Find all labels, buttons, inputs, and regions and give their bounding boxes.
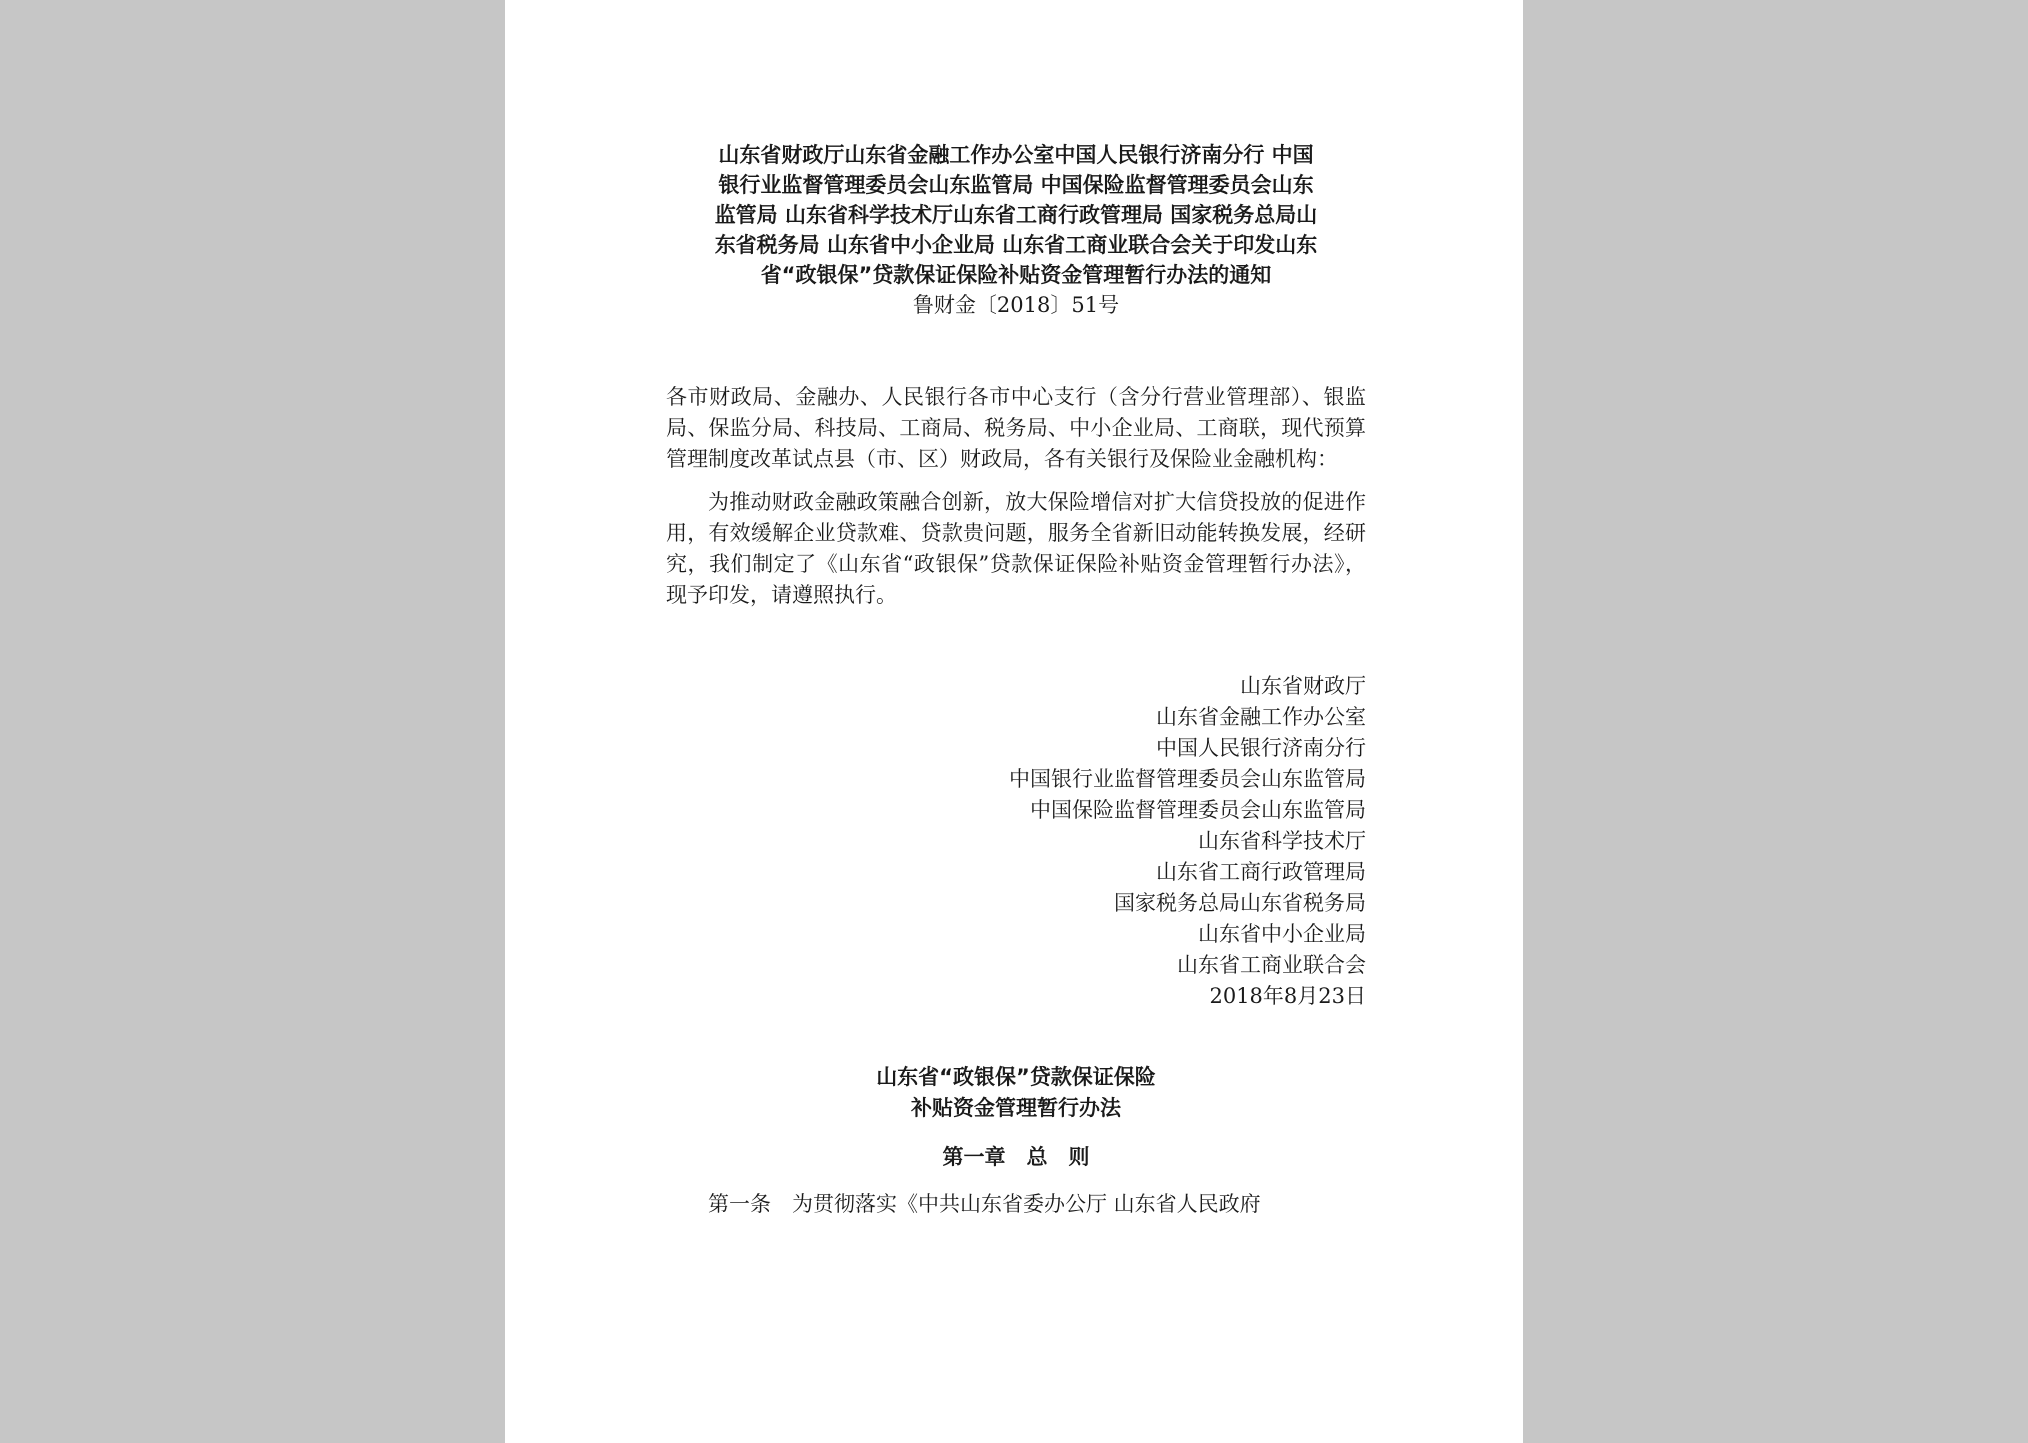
signature-line: 中国人民银行济南分行 bbox=[1156, 736, 1366, 760]
document-number: 鲁财金〔2018〕51号 bbox=[912, 293, 1120, 317]
document-title bbox=[666, 140, 1366, 290]
signature-line: 山东省工商行政管理局 bbox=[1156, 860, 1366, 884]
addressee-paragraph: 各市财政局、金融办、人民银行各市中心支行（含分行营业管理部）、银监局、保监分局、科技局、工商局、税务局、中小企业局、工商联，现代预算管理制度改革试点县（市、区）财政局，各有关银行及保险业金融机构： bbox=[666, 385, 1366, 471]
regulation-title bbox=[666, 1062, 1366, 1124]
signature-date: 2018年8月23日 bbox=[1209, 984, 1366, 1008]
signature-line: 中国保险监督管理委员会山东监管局 bbox=[1030, 798, 1366, 822]
signature-line: 山东省中小企业局 bbox=[1198, 922, 1366, 946]
signature-line: 山东省科学技术厅 bbox=[1198, 829, 1366, 853]
title-line: 山东省财政厅山东省金融工作办公室中国人民银行济南分行 中国 bbox=[718, 143, 1314, 167]
regulation-title-line: 山东省“政银保”贷款保证保险 bbox=[876, 1065, 1156, 1089]
signature-line: 山东省财政厅 bbox=[1240, 674, 1366, 698]
title-line: 银行业监督管理委员会山东监管局 中国保险监督管理委员会山东 bbox=[718, 173, 1314, 197]
title-line: 省“政银保”贷款保证保险补贴资金管理暂行办法的通知 bbox=[760, 263, 1272, 287]
body-paragraph: 为推动财政金融政策融合创新，放大保险增信对扩大信贷投放的促进作用，有效缓解企业贷款难、贷款贵问题，服务全省新旧动能转换发展，经研究，我们制定了《山东省“政银保”贷款保证保险补贴资金管理暂行办法》，现予印发，请遵照执行。 bbox=[666, 490, 1366, 607]
signature-line: 山东省工商业联合会 bbox=[1177, 953, 1366, 977]
title-line: 东省税务局 山东省中小企业局 山东省工商业联合会关于印发山东 bbox=[714, 233, 1318, 257]
chapter-heading: 第一章 总 则 bbox=[942, 1145, 1090, 1169]
signature-line: 山东省金融工作办公室 bbox=[1156, 705, 1366, 729]
article-1: 第一条 为贯彻落实《中共山东省委办公厅 山东省人民政府 bbox=[708, 1192, 1261, 1216]
title-line: 监管局 山东省科学技术厅山东省工商行政管理局 国家税务总局山 bbox=[714, 203, 1318, 227]
signature-line: 中国银行业监督管理委员会山东监管局 bbox=[1009, 767, 1366, 791]
document-content bbox=[666, 140, 1366, 1241]
signature-line: 国家税务总局山东省税务局 bbox=[1114, 891, 1366, 915]
signature-block bbox=[666, 671, 1366, 1012]
regulation-title-line: 补贴资金管理暂行办法 bbox=[911, 1096, 1121, 1120]
document-page bbox=[505, 0, 1523, 1443]
